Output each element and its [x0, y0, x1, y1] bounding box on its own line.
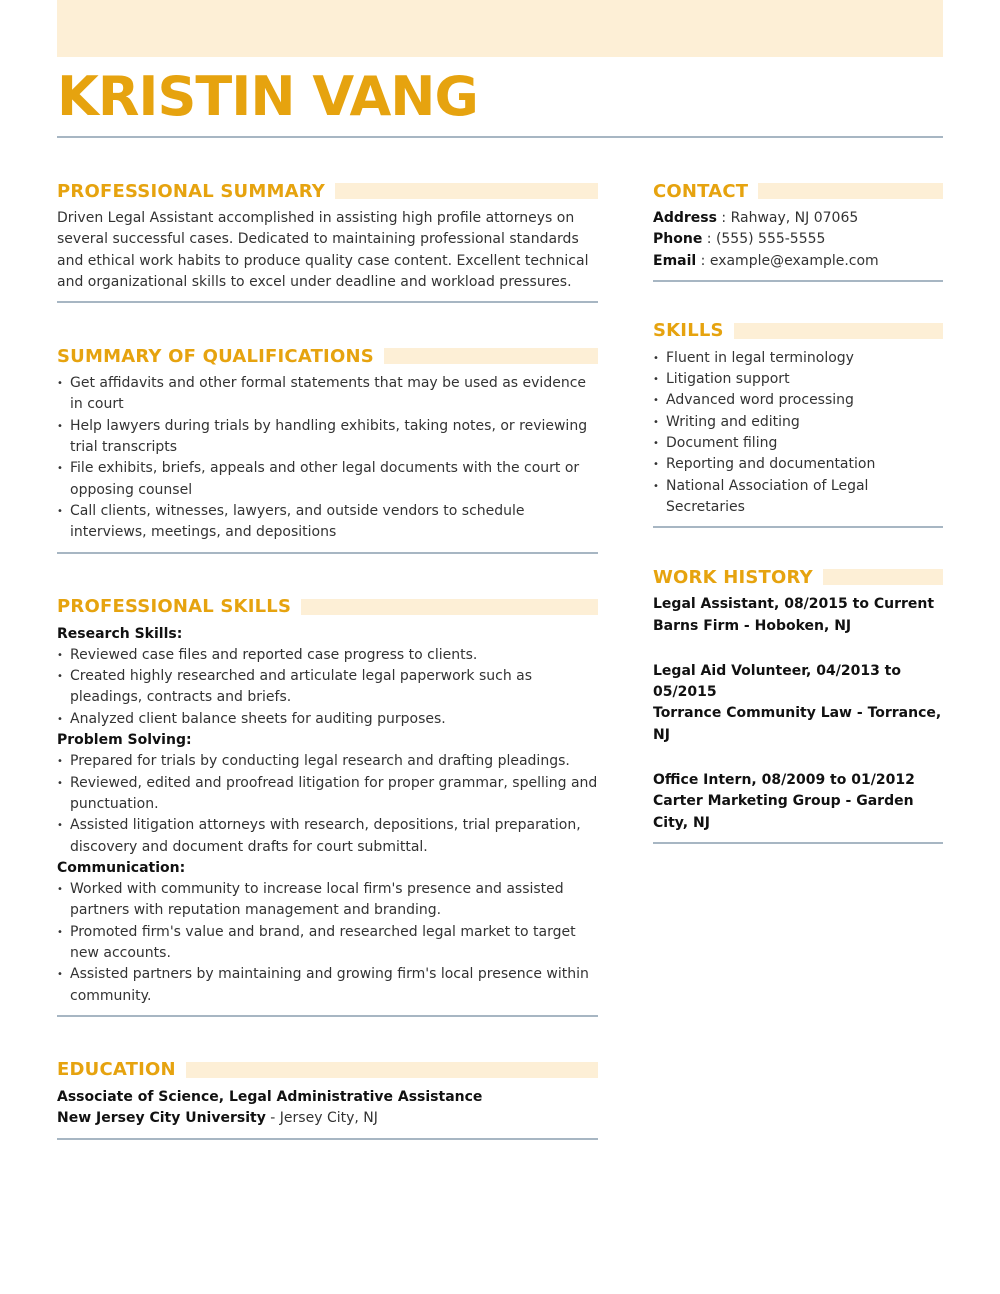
job-company: Carter Marketing Group	[653, 793, 841, 810]
contact-phone: Phone : (555) 555-5555	[653, 231, 826, 248]
section-title: SUMMARY OF QUALIFICATIONS	[57, 345, 374, 367]
job-company: Office Intern	[653, 772, 752, 789]
list-item: • Analyzed client balance sheets for auditing purposes.	[57, 709, 598, 730]
list-item: • Assisted partners by maintaining and growing firm's local presence within community.	[57, 964, 598, 1007]
list-item: • Worked with community to increase local firm's presence and assisted partners with reputation management and branding.	[57, 879, 598, 922]
skill-group-heading: Problem Solving:	[57, 732, 192, 749]
job-entry: Office Intern, 08/2009 to 01/2012 Carter Marketing Group - Garden City, NJ	[653, 772, 915, 831]
list-item: • Created highly researched and articulate legal paperwork such as pleadings, contracts and briefs.	[57, 666, 598, 709]
section-title-bar	[384, 348, 598, 364]
job-location: Garden City, NJ	[653, 793, 914, 831]
section-title: PROFESSIONAL SUMMARY	[57, 180, 326, 202]
list-item: • Reviewed case files and reported case progress to clients.	[57, 645, 598, 666]
skills-list	[653, 348, 943, 518]
section-title-bar	[734, 323, 943, 339]
job-entry: Legal Assistant, 08/2015 to Current Barns Firm - Hoboken, NJ	[653, 596, 935, 634]
list-item: • Help lawyers during trials by handling exhibits, taking notes, or reviewing trial transcripts	[57, 416, 598, 459]
header-divider	[57, 136, 943, 138]
section-heading	[653, 178, 943, 204]
skills-section	[653, 318, 943, 528]
email-value: example@example.com	[709, 252, 879, 269]
section-title-bar	[301, 599, 598, 615]
skill-group-list	[57, 751, 598, 857]
contact-address: Address : Rahway, NJ 07065	[653, 210, 859, 226]
school-name: New Jersey City University	[57, 1110, 266, 1127]
list-item: • Document filing	[653, 433, 943, 454]
section-heading	[653, 318, 943, 344]
list-item: • Assisted litigation attorneys with research, depositions, trial preparation, discovery and document drafts for court submittal.	[57, 815, 598, 858]
section-heading	[653, 564, 943, 590]
phone-value: (555) 555-5555	[715, 231, 826, 248]
section-title: CONTACT	[653, 180, 749, 202]
job-company: Torrance Community Law	[653, 705, 852, 722]
section-title-bar	[758, 183, 943, 199]
work-history-section	[653, 564, 943, 844]
job-location: Hoboken, NJ	[754, 617, 852, 634]
list-item: • Writing and editing	[653, 412, 943, 433]
list-item: • File exhibits, briefs, appeals and other legal documents with the court or opposing counsel	[57, 458, 598, 501]
section-heading	[57, 1057, 598, 1083]
qualifications-section	[57, 343, 598, 553]
section-title-bar	[335, 183, 598, 199]
job-role: Legal Aid Volunteer	[653, 662, 807, 679]
skill-group-heading: Research Skills:	[57, 625, 183, 642]
section-divider	[653, 842, 943, 844]
section-heading	[57, 594, 598, 620]
section-title: SKILLS	[653, 320, 724, 342]
section-divider	[57, 1138, 598, 1140]
section-heading	[57, 343, 598, 369]
contact-section	[653, 178, 943, 282]
list-item: • Litigation support	[653, 369, 943, 390]
section-title-bar	[186, 1062, 598, 1078]
list-item: • Prepared for trials by conducting legal research and drafting pleadings.	[57, 751, 598, 772]
phone-label: Phone	[653, 231, 703, 248]
job-dates: 04/2013 to 05/2015	[653, 662, 901, 701]
summary-text: Driven Legal Assistant accomplished in assisting high profile attorneys on several successful cases. Dedicated to maintaining professional standards and ethical work habits to produce quality case content. Excellent technical and organizational skills to excel under deadline and workload pressures.	[57, 210, 589, 290]
skill-group-list	[57, 645, 598, 730]
school-line: New Jersey City University - Jersey City, NJ	[57, 1110, 378, 1127]
education-section	[57, 1057, 598, 1140]
skill-group-list	[57, 879, 598, 1007]
job-location: Torrance, NJ	[653, 705, 942, 743]
address-label: Address	[653, 210, 717, 226]
job-entry: Legal Aid Volunteer, 04/2013 to 05/2015 Torrance Community Law - Torrance, NJ	[653, 662, 942, 743]
contact-email: Email : example@example.com	[653, 252, 879, 269]
qualifications-list	[57, 373, 598, 543]
list-item: • Reviewed, edited and proofread litigation for proper grammar, spelling and punctuation.	[57, 773, 598, 816]
job-dates: 08/2015 to Current	[784, 596, 935, 613]
list-item: • Advanced word processing	[653, 390, 943, 411]
degree: Associate of Science	[57, 1088, 219, 1105]
list-item: • National Association of Legal Secretaries	[653, 476, 943, 519]
section-title: WORK HISTORY	[653, 566, 813, 588]
list-item: • Fluent in legal terminology	[653, 348, 943, 369]
list-item: • Call clients, witnesses, lawyers, and outside vendors to schedule interviews, meetings, and depositions	[57, 501, 598, 544]
list-item: • Promoted firm's value and brand, and researched legal market to target new accounts.	[57, 922, 598, 965]
job-dates: 08/2009 to 01/2012	[761, 772, 915, 789]
section-title: EDUCATION	[57, 1059, 176, 1081]
list-item: • Get affidavits and other formal statements that may be used as evidence in court	[57, 373, 598, 416]
right-column	[653, 178, 943, 844]
professional-skills-section	[57, 594, 598, 1017]
skill-group-heading: Communication:	[57, 859, 186, 876]
header-band	[57, 0, 943, 57]
professional-summary-section	[57, 178, 598, 303]
candidate-name: KRISTIN VANG	[57, 65, 478, 128]
section-title-bar	[823, 569, 943, 585]
job-company: Barns Firm	[653, 617, 740, 634]
list-item: • Reporting and documentation	[653, 454, 943, 475]
degree-line: Associate of Science, Legal Administrative Assistance	[57, 1088, 483, 1105]
left-column	[57, 178, 598, 1140]
field-of-study: Legal Administrative Assistance	[228, 1088, 483, 1105]
section-heading	[57, 178, 598, 204]
job-role: Legal Assistant	[653, 596, 774, 613]
email-label: Email	[653, 252, 697, 269]
school-location: Jersey City, NJ	[279, 1110, 378, 1127]
address-value: Rahway, NJ 07065	[730, 210, 859, 226]
section-title: PROFESSIONAL SKILLS	[57, 596, 292, 618]
